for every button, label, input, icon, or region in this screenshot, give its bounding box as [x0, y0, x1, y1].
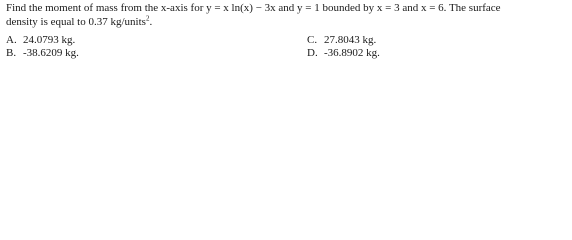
sentence-period: . [149, 15, 153, 28]
question-line-2 [6, 13, 566, 30]
choice-a[interactable] [6, 34, 75, 47]
choice-value: 24.0793 kg. [23, 34, 76, 46]
choice-row-1 [6, 34, 566, 47]
choice-value: -36.8902 kg. [324, 46, 380, 59]
choice-row-2 [6, 47, 566, 60]
choice-c[interactable] [307, 34, 376, 47]
choice-letter: A. [6, 34, 17, 46]
choice-d[interactable] [307, 47, 380, 60]
units-exponent: 2 [145, 13, 150, 22]
question-line-1: Find the moment of mass from the x-axis for y = x ln(x) − 3x and y = 1 bounded by x = 3 and x = 6. The surface [6, 2, 501, 14]
choice-letter: D. [307, 46, 318, 59]
question-text [6, 2, 566, 29]
choice-b[interactable] [6, 47, 79, 60]
choice-value: -38.6209 kg. [23, 46, 79, 59]
density-text: density is equal to 0.37 kg/units [6, 15, 146, 28]
answer-choices [6, 34, 566, 59]
choice-value: 27.8043 kg. [324, 34, 377, 46]
choice-letter: B. [6, 46, 17, 59]
choice-letter: C. [307, 34, 318, 46]
